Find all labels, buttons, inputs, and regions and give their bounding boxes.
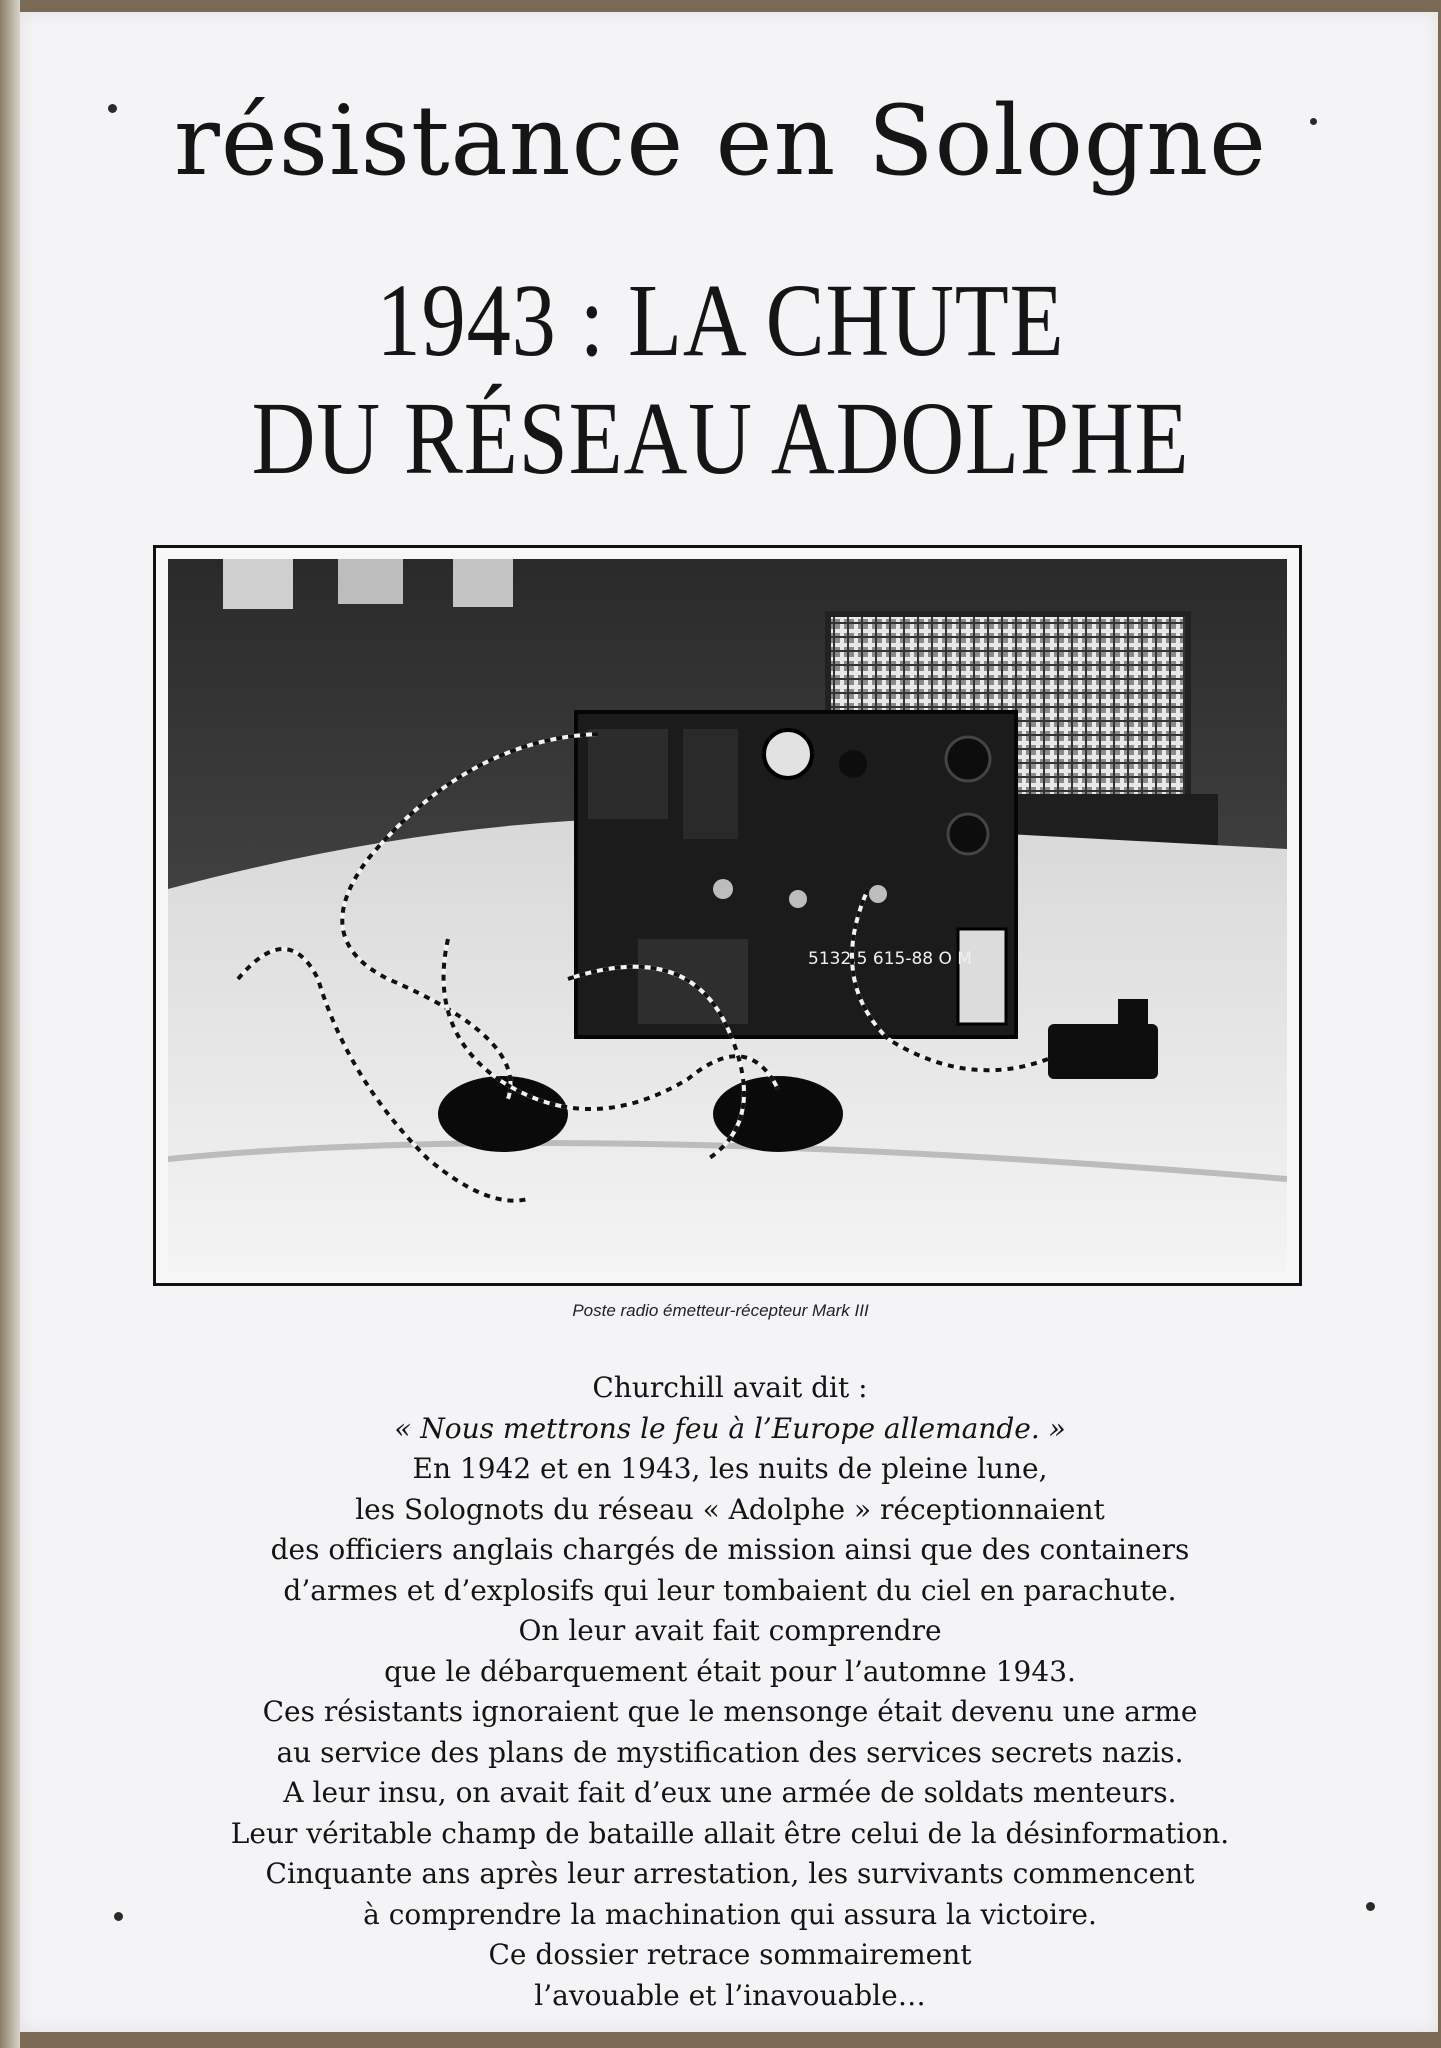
page-title-line-1: 1943 : LA CHUTE (376, 263, 1065, 378)
body-line: d’armes et d’explosifs qui leur tombaient du ciel en parachute. (283, 1573, 1177, 1607)
body-line: En 1942 et en 1943, les nuits de pleine lune, (412, 1452, 1048, 1485)
body-line: les Solognots du réseau « Adolphe » réceptionnaient (355, 1492, 1105, 1526)
wall-patch (453, 559, 513, 607)
board-edge (0, 0, 20, 2048)
knob (948, 814, 988, 854)
body-line: Ce dossier retrace sommairement (488, 1938, 972, 1971)
knob (946, 737, 990, 781)
radio-grille (683, 729, 738, 839)
socket (789, 890, 807, 908)
page-title-line-2: DU RÉSEAU ADOLPHE (251, 381, 1190, 496)
meter-gauge (958, 929, 1006, 1024)
knob (839, 750, 867, 778)
body-line: On leur avait fait comprendre (518, 1614, 942, 1647)
body-line: Churchill avait dit : (592, 1371, 868, 1404)
pin-hole (1366, 1902, 1375, 1911)
headphone-left (438, 1076, 568, 1152)
body-line: Leur véritable champ de bataille allait être celui de la désinformation. (230, 1816, 1230, 1850)
body-line: à comprendre la machination qui assura la victoire. (363, 1897, 1097, 1931)
body-text (130, 1368, 1330, 2016)
wall-patch (338, 559, 403, 604)
meter-dial (764, 730, 812, 778)
body-line: au service des plans de mystification des services secrets nazis. (276, 1735, 1184, 1769)
body-line: que le débarquement était pour l’automne 1943. (384, 1654, 1076, 1688)
photo-caption: Poste radio émetteur-récepteur Mark III (572, 1301, 869, 1320)
body-line: Ces résistants ignoraient que le mensonge était devenu une arme (262, 1695, 1198, 1728)
body-line-quote: « Nous mettrons le feu à l’Europe allemande. » (394, 1411, 1066, 1445)
morse-key-lever (1118, 999, 1148, 1039)
radio-panel (588, 729, 668, 819)
socket (713, 879, 733, 899)
pin-hole (114, 1912, 123, 1921)
radio-set-illustration (168, 559, 1287, 1272)
socket (869, 885, 887, 903)
radio-set-photo (168, 559, 1287, 1272)
page-title (108, 262, 1333, 498)
body-line: l’avouable et l’inavouable… (534, 1978, 926, 2012)
panel-marking: 5132.5 615-88 O M (808, 949, 972, 969)
wall-patch (223, 559, 293, 609)
body-line: des officiers anglais chargés de mission ainsi que des containers (270, 1533, 1190, 1566)
body-line: A leur insu, on avait fait d’eux une armée de soldats menteurs. (283, 1776, 1177, 1809)
series-title: résistance en Sologne (174, 85, 1267, 197)
photo-frame (153, 545, 1302, 1286)
body-line: Cinquante ans après leur arrestation, les survivants commencent (265, 1857, 1195, 1890)
